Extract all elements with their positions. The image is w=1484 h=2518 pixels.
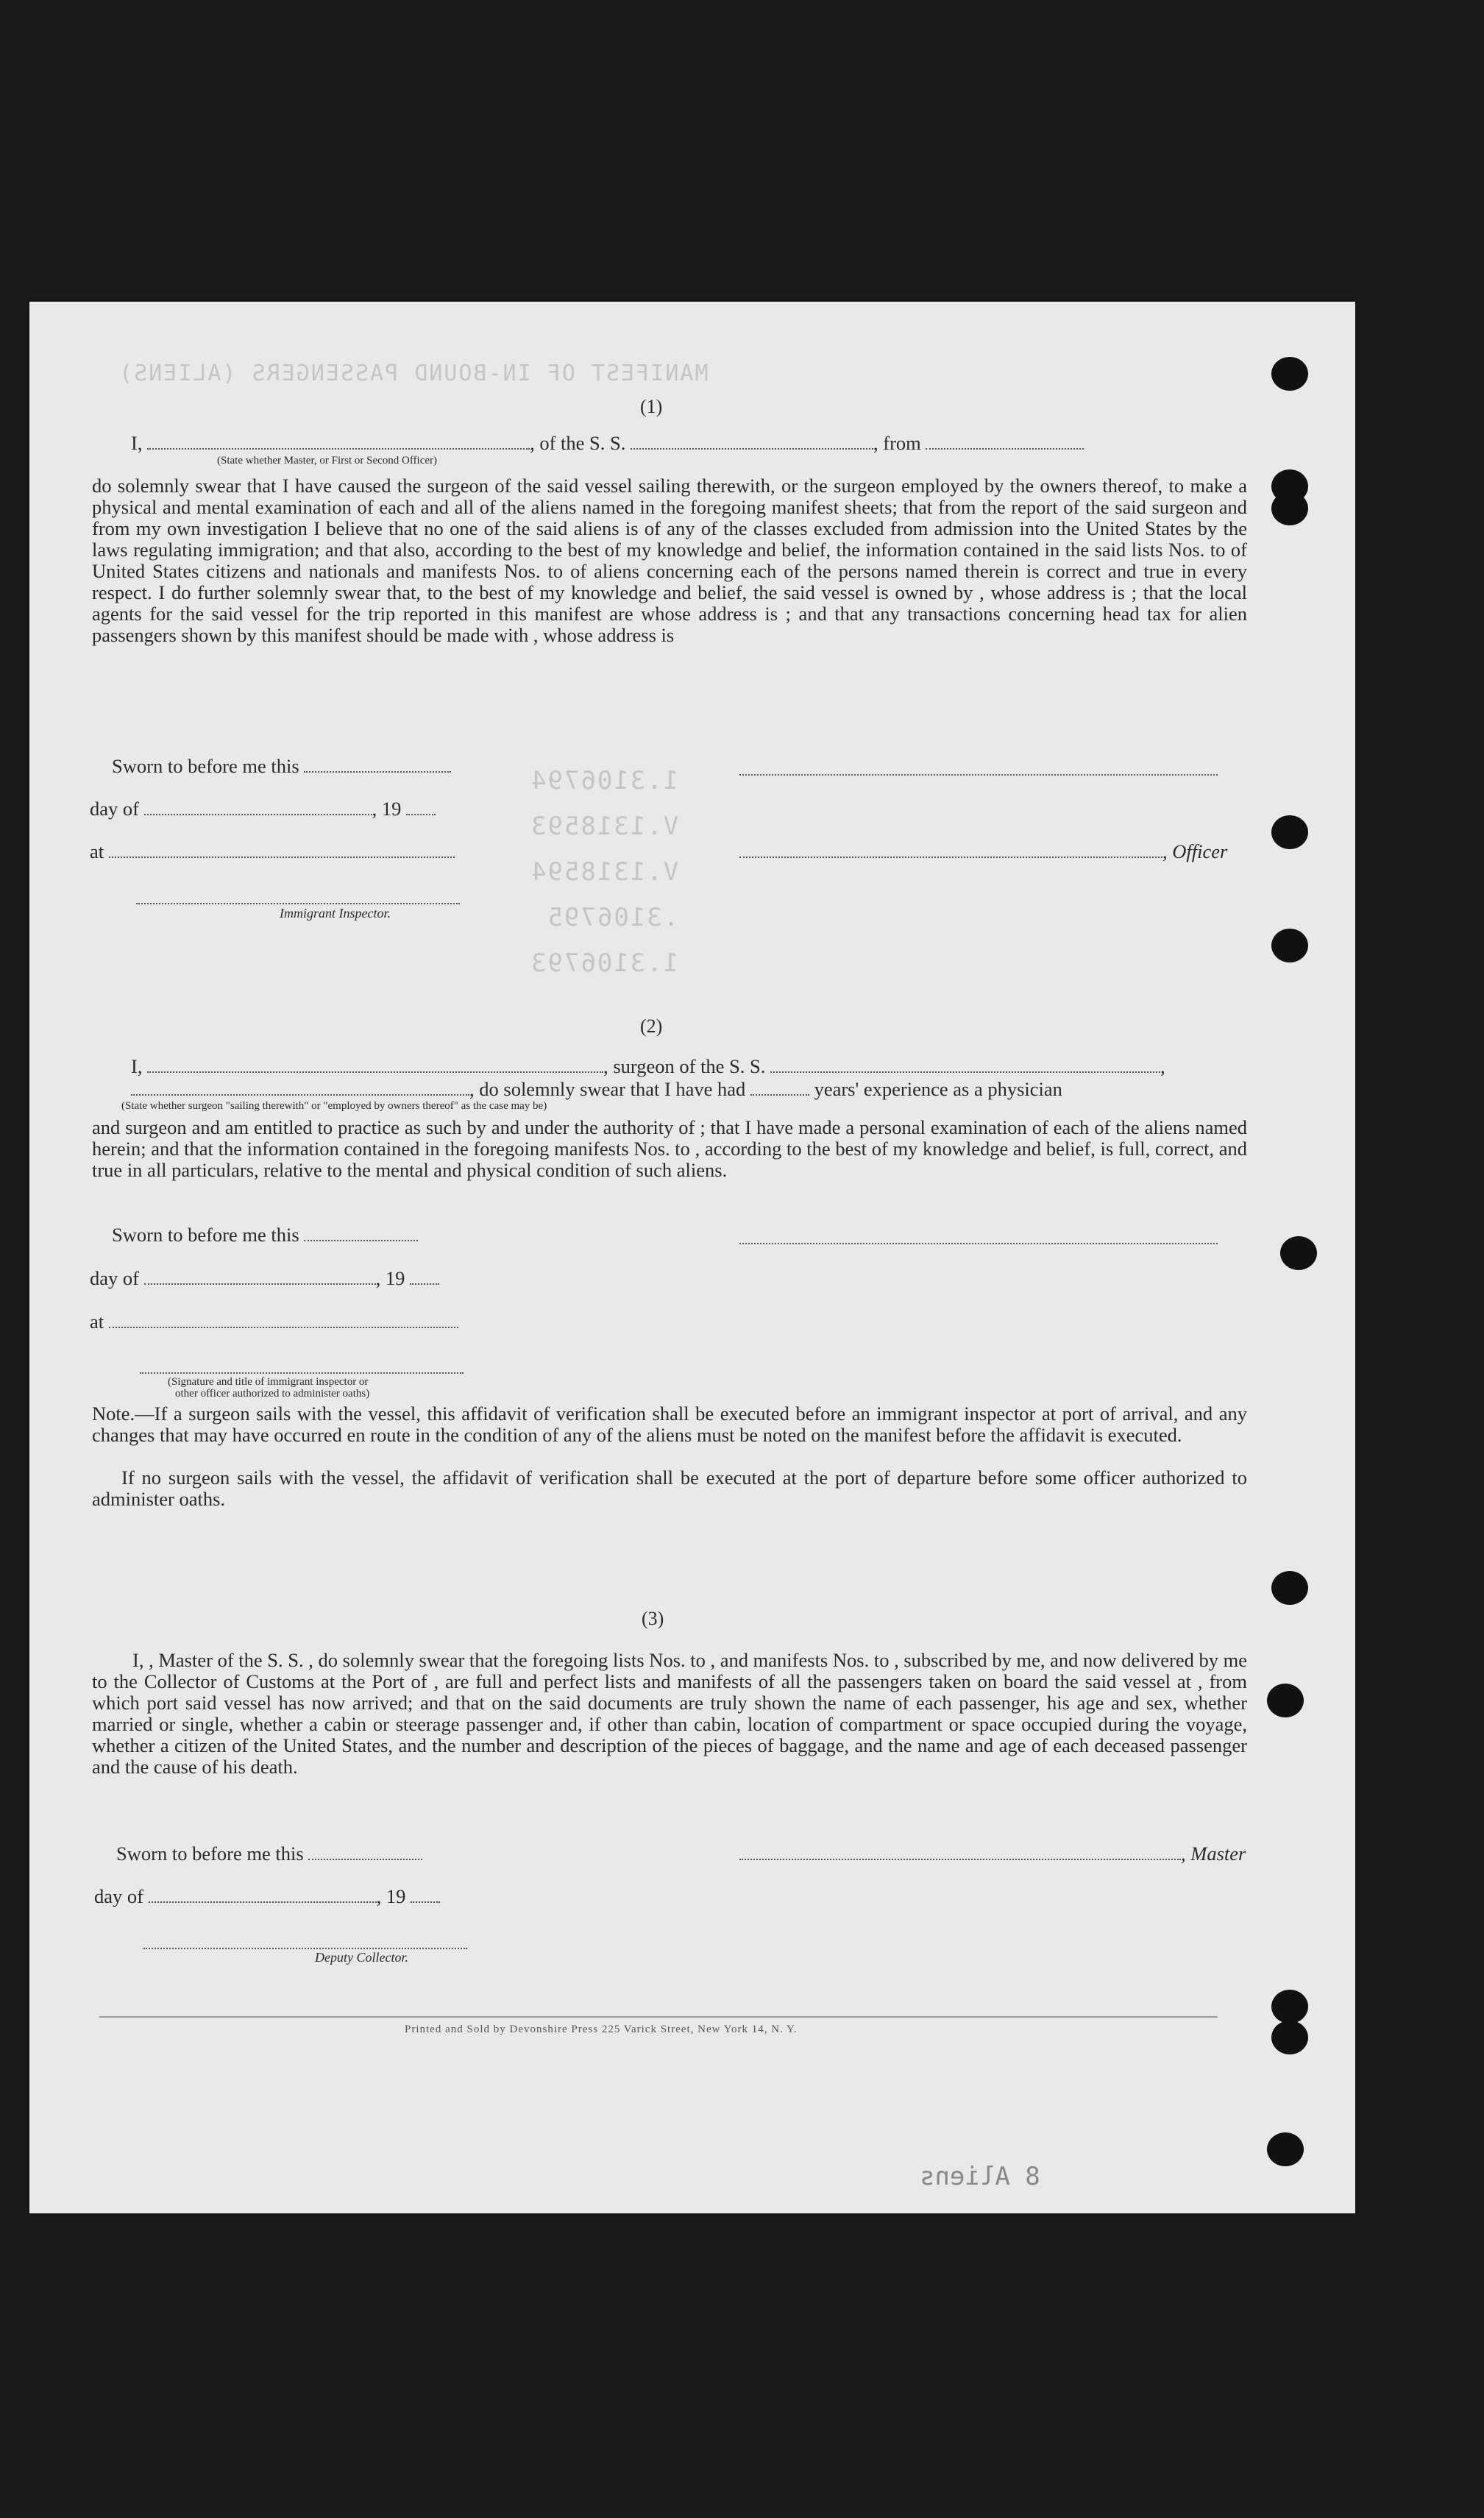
year-label: , 19 — [376, 1885, 406, 1907]
inspector-signature-line[interactable] — [136, 901, 460, 904]
section-3-master — [739, 1843, 1246, 1865]
surgeon-of-label: , surgeon of the S. S. — [603, 1055, 766, 1077]
aliens-count-stamp: 8 Aliens — [920, 2162, 1040, 2191]
section-2-state-note: (State whether surgeon "sailing therewith" or "employed by owners thereof" as the case may be) — [121, 1100, 547, 1112]
section-2-sig-note-1: (Signature and title of immigrant inspector or — [168, 1376, 369, 1388]
surgeon-name-field[interactable] — [147, 1058, 603, 1073]
section-1-oath-body: do solemnly swear that I have caused the surgeon of the said vessel sailing therewith, or the surgeon employed by the owners thereof, to make a physical and mental examination of each and all of the aliens named in the foregoing manifest sheets; that from the report of the said surgeon and from my own investigation I believe that no one of the said aliens is of any of the classes excluded from admission into the United States by the laws regulating immigration; and that also, according to the best of my knowledge and belief, the information contained in the said lists Nos. to of United States citizens and nationals and manifests Nos. to of aliens concerning each of the persons named therein is correct and true in every respect. I do further solemnly swear that, to the best of my knowledge and belief, the said vessel is owned by , whose address is ; that the local agents for the said vessel for the trip reported in this manifest are whose address is ; and that any transactions concerning head tax for alien passengers shown by this manifest should be made with , whose address is — [92, 475, 1247, 646]
place-field[interactable] — [109, 1313, 458, 1328]
year-label: , 19 — [372, 798, 402, 820]
punch-hole — [1267, 2132, 1304, 2166]
section-2-sig-note-2: other officer authorized to administer oaths) — [175, 1388, 370, 1400]
sworn-day-field[interactable] — [304, 758, 451, 773]
place-field[interactable] — [109, 843, 455, 858]
punch-hole — [1271, 357, 1308, 391]
sworn-label: Sworn to before me this — [116, 1843, 304, 1865]
solemnly-label: , do solemnly swear that I have had — [469, 1078, 746, 1100]
section-2-signature-line[interactable] — [739, 1241, 1218, 1244]
punch-hole — [1271, 1990, 1308, 2024]
section-3-oath-body: I, , Master of the S. S. , do solemnly swear that the foregoing lists Nos. to , and manifests Nos. to , subscribed by me, and now delivered by me to the Collector of Customs at the Port of , are full and perfect lists and manifests of all the passengers taken on board the said vessel at , from which port said vessel has now arrived; and that on the said documents are truly shown the name of each passenger, his age and sex, whether married or single, whether a cabin or steerage passenger and, if other than cabin, location of compartment or space occupied during the voyage, whether a citizen of the United States, and the number and description of the pieces of baggage, and the name and age of each deceased passenger and the cause of his death. — [92, 1649, 1247, 1778]
officer-label: , Officer — [1162, 840, 1228, 862]
section-1-at — [90, 841, 455, 862]
section-1-signature-line[interactable] — [739, 773, 1218, 776]
master-signature-field[interactable] — [739, 1845, 1181, 1860]
sworn-label: Sworn to before me this — [112, 755, 299, 777]
section-1-sworn — [112, 756, 451, 777]
year-field[interactable] — [411, 1888, 440, 1903]
vessel-name-field[interactable] — [770, 1058, 1160, 1073]
section-2-inspector-signature-line[interactable] — [140, 1371, 464, 1374]
section-1-number: (1) — [640, 396, 663, 417]
sworn-day-field[interactable] — [308, 1845, 422, 1860]
bleed-through-numbers: 1.3106794 V.1318593 V.1318594 .3106795 1.3106793 — [530, 766, 679, 978]
section-2-number: (2) — [640, 1015, 663, 1037]
from-label: , from — [873, 432, 921, 454]
year-field[interactable] — [410, 1270, 439, 1285]
section-2-first-line: I, , surgeon of the S. S. , — [131, 1055, 1165, 1077]
punch-hole — [1271, 815, 1308, 849]
bleed-through-header: MANIFEST OF IN-BOUND PASSENGERS (ALIENS) — [118, 361, 709, 386]
punch-hole — [1271, 2021, 1308, 2054]
day-of-label: day of — [90, 798, 139, 820]
oath-i-label: I, — [131, 1055, 143, 1077]
section-2-second-line — [131, 1079, 1062, 1100]
immigrant-inspector-label: Immigrant Inspector. — [280, 906, 391, 921]
punch-hole — [1271, 492, 1308, 525]
section-2-oath-body: and surgeon and am entitled to practice as such by and under the authority of ; that I have made a personal examination of each of the aliens named herein; and that the information contained in the foregoing manifests Nos. to , according to the best of my knowledge and belief, is full, correct, and true in all particulars, relative to the mental and physical condition of such aliens. — [92, 1116, 1247, 1181]
section-3-day-of — [94, 1886, 440, 1907]
master-label: , Master — [1181, 1843, 1246, 1865]
manifest-form-page — [29, 302, 1355, 2213]
month-field[interactable] — [144, 1270, 376, 1285]
surgeon-status-field[interactable] — [131, 1081, 469, 1096]
day-of-label: day of — [94, 1885, 143, 1907]
vessel-name-field[interactable] — [631, 435, 873, 450]
year-label: , 19 — [375, 1267, 405, 1289]
section-2-at — [90, 1311, 458, 1333]
years-experience-field[interactable] — [750, 1081, 809, 1096]
years-label: years' experience as a physician — [814, 1078, 1062, 1100]
month-field[interactable] — [144, 801, 372, 815]
deputy-collector-signature-line[interactable] — [143, 1946, 467, 1949]
punch-hole — [1271, 1571, 1308, 1605]
sworn-label: Sworn to before me this — [112, 1224, 299, 1246]
section-2-sworn — [112, 1224, 418, 1246]
month-field[interactable] — [149, 1888, 377, 1903]
punch-hole — [1280, 1236, 1317, 1270]
officer-signature-field[interactable] — [739, 843, 1162, 858]
section-1-officer — [739, 841, 1227, 862]
section-2-note: Note.—If a surgeon sails with the vessel, this affidavit of verification shall be executed before an immigrant inspector at port of arrival, and any changes that may have occurred en route in the condition of any of the aliens must be noted on the manifest before the affidavit is executed. — [92, 1402, 1247, 1446]
sworn-day-field[interactable] — [304, 1227, 418, 1241]
deputy-collector-label: Deputy Collector. — [315, 1950, 408, 1965]
section-3-number: (3) — [642, 1608, 664, 1629]
from-port-field[interactable] — [926, 435, 1084, 450]
officer-name-field[interactable] — [147, 435, 530, 450]
punch-hole — [1267, 1684, 1304, 1717]
section-3-sworn — [116, 1843, 422, 1865]
at-label: at — [90, 840, 104, 862]
section-2-day-of — [90, 1268, 439, 1289]
section-1-day-of — [90, 798, 436, 820]
of-ss-label: , of the S. S. — [530, 432, 626, 454]
footer-rule — [99, 2016, 1218, 2018]
year-field[interactable] — [406, 801, 436, 815]
section-1-oath-first-line — [131, 433, 1084, 454]
punch-hole — [1271, 929, 1308, 962]
day-of-label: day of — [90, 1267, 139, 1289]
printer-imprint: Printed and Sold by Devonshire Press 225 Varick Street, New York 14, N. Y. — [405, 2024, 798, 2035]
section-2-note-2: If no surgeon sails with the vessel, the affidavit of verification shall be executed at the port of departure before some officer authorized to administer oaths. — [92, 1467, 1247, 1510]
section-1-state-note: (State whether Master, or First or Second Officer) — [217, 455, 438, 467]
at-label: at — [90, 1311, 104, 1333]
oath-i-label: I, — [131, 432, 143, 454]
